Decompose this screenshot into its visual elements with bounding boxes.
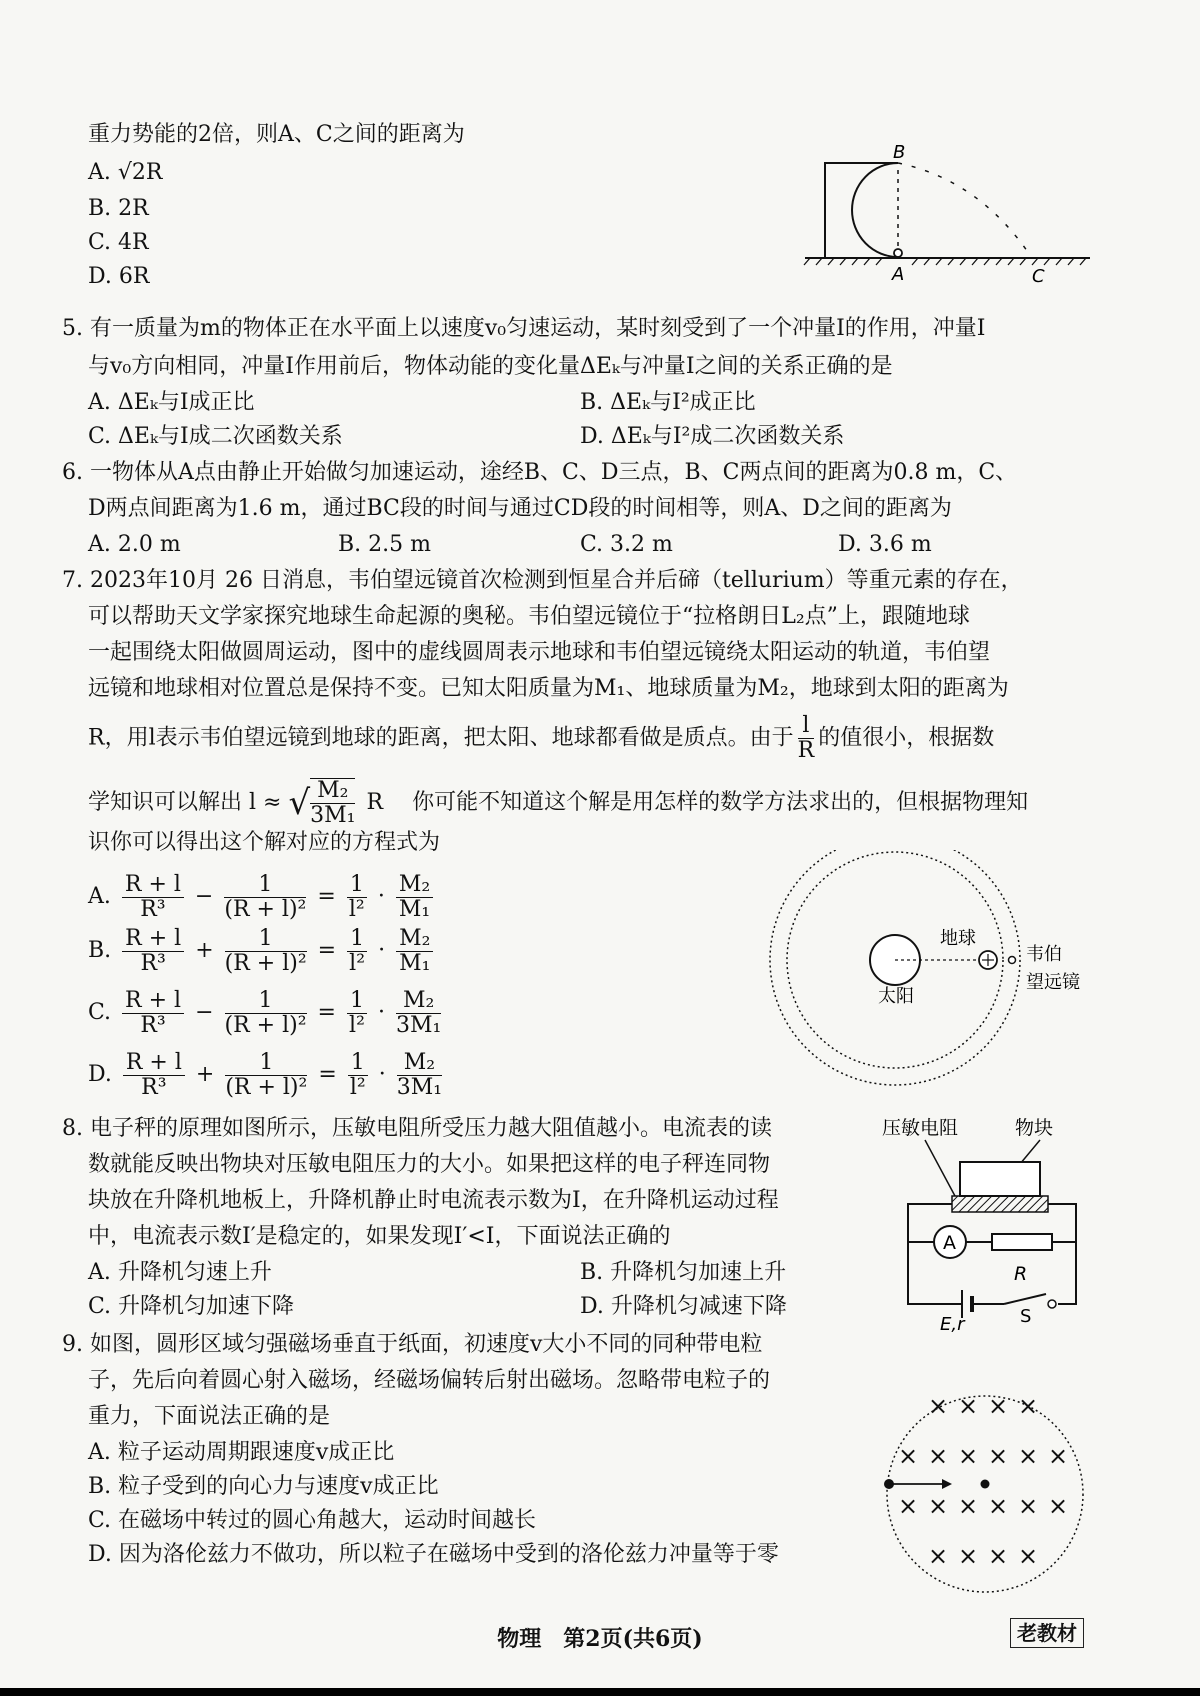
q8-label-resistor: 压敏电阻 (882, 1117, 959, 1139)
q5-option-a: A. ΔEₖ与I成正比 (88, 390, 255, 415)
q7-option-b (88, 926, 437, 976)
frac-numerator: M₂ (396, 873, 433, 898)
q7-line-6-part1: 学知识可以解出 l ≈ (88, 790, 282, 815)
frac-denominator: 3M₁ (310, 803, 356, 828)
svg-text:×: × (1018, 1492, 1039, 1520)
svg-text:×: × (898, 1442, 919, 1470)
q9-option-d: D. 因为洛伦兹力不做功，所以粒子在磁场中受到的洛伦兹力冲量等于零 (88, 1542, 779, 1567)
q7-label-webb-1: 韦伯 (1026, 944, 1062, 965)
frac-denominator: 3M₁ (396, 1074, 443, 1100)
q7-line-7: 识你可以得出这个解对应的方程式为 (88, 830, 441, 855)
svg-text:×: × (958, 1442, 979, 1470)
q6-option-a: A. 2.0 m (88, 532, 181, 557)
svg-text:×: × (928, 1492, 949, 1520)
q9-line-2: 子，先后向着圆心射入磁场，经磁场偏转后射出磁场。忽略带电粒子的 (88, 1368, 771, 1393)
q4-stem: 重力势能的2倍，则A、C之间的距离为 (88, 122, 465, 147)
svg-text:×: × (958, 1392, 979, 1420)
page-footer: 物理 第2页(共6页) (497, 1626, 703, 1652)
svg-text:×: × (1018, 1442, 1039, 1470)
q7-line-6 (88, 778, 1028, 828)
q4-label-a: A (892, 264, 905, 285)
eq-frac-1 (122, 927, 184, 976)
frac-denominator: 3M₁ (395, 1012, 442, 1038)
q4-option-b: B. 2R (88, 196, 149, 221)
frac-denominator: (R + l)² (225, 1074, 308, 1100)
frac-denominator: R³ (140, 896, 166, 922)
edition-badge: 老教材 (1010, 1618, 1084, 1648)
eq-frac-3 (348, 1051, 368, 1100)
frac-denominator: (R + l)² (224, 950, 307, 976)
q7-sqrt-tail: R (366, 790, 384, 815)
frac-denominator: l² (349, 1012, 365, 1038)
scan-edge (0, 1688, 1200, 1696)
q4-track-figure (800, 140, 1100, 290)
q4-label-b: B (893, 142, 906, 163)
q8-option-d: D. 升降机匀减速下降 (580, 1294, 787, 1319)
q8-label-r: R (1014, 1263, 1028, 1285)
q5-option-b: B. ΔEₖ与I²成正比 (580, 390, 756, 415)
frac-denominator: R³ (141, 1074, 167, 1100)
frac-numerator: l (798, 714, 815, 739)
q5-option-d: D. ΔEₖ与I²成二次函数关系 (580, 424, 845, 449)
frac-denominator: l² (348, 896, 365, 922)
q8-line-2: 数就能反映出物块对压敏电阻压力的大小。如果把这样的电子秤连同物 (88, 1152, 771, 1177)
frac-denominator: R³ (140, 1012, 166, 1038)
dot-operator: · (378, 938, 386, 963)
q9-option-b: B. 粒子受到的向心力与速度v成正比 (88, 1474, 439, 1499)
svg-text:×: × (928, 1542, 949, 1570)
q9-line-3: 重力，下面说法正确的是 (88, 1404, 331, 1429)
q7-option-c (88, 988, 445, 1038)
svg-text:×: × (958, 1492, 979, 1520)
q5-line-1: 5. 有一质量为m的物体正在水平面上以速度v₀匀速运动，某时刻受到了一个冲量I的作用，冲量I (62, 316, 986, 341)
q4-option-d: D. 6R (88, 264, 150, 289)
q8-ammeter-label: A (943, 1232, 956, 1254)
q7-label-earth: 地球 (940, 928, 976, 949)
frac-numerator: M₂ (396, 927, 433, 952)
frac-denominator: l² (349, 1074, 366, 1100)
frac-numerator: M₂ (397, 1051, 442, 1076)
equals-sign: = (318, 1062, 337, 1087)
frac-numerator: R + l (123, 1051, 185, 1076)
q5-line-2: 与v₀方向相同，冲量I作用前后，物体动能的变化量ΔEₖ与冲量I之间的关系正确的是 (88, 354, 893, 379)
q7-line-1: 7. 2023年10月 26 日消息，韦伯望远镜首次检测到恒星合并后碲（tellurium）等重元素的存在， (62, 568, 1023, 593)
q7-fraction-l-over-r (798, 714, 815, 763)
eq-frac-1 (123, 1051, 185, 1100)
option-label: B. (88, 938, 112, 963)
q7-line-6-part2: 你可能不知道这个解是用怎样的数学方法求出的，但根据物理知 (412, 790, 1029, 815)
frac-numerator: 1 (347, 873, 367, 898)
option-label: A. (88, 884, 111, 909)
eq-operator: − (195, 1000, 214, 1025)
q7-option-a (88, 872, 437, 922)
q8-circuit-figure (880, 1112, 1100, 1332)
svg-text:×: × (898, 1492, 919, 1520)
q9-line-1: 9. 如图，圆形区域匀强磁场垂直于纸面，初速度v大小不同的同种带电粒 (62, 1332, 763, 1357)
frac-numerator: R + l (122, 989, 184, 1014)
q8-label-switch: S (1020, 1306, 1032, 1327)
q9-option-a: A. 粒子运动周期跟速度v成正比 (88, 1440, 395, 1465)
eq-frac-4 (396, 989, 441, 1038)
svg-text:×: × (958, 1542, 979, 1570)
q8-option-c: C. 升降机匀加速下降 (88, 1294, 295, 1319)
q4-option-c: C. 4R (88, 230, 149, 255)
q7-line-5-part2: 的值很小，根据数 (818, 725, 995, 751)
frac-numerator: R + l (122, 927, 184, 952)
q7-line-5-part1: R，用l表示韦伯望远镜到地球的距离，把太阳、地球都看做是质点。由于 (88, 725, 794, 751)
dot-operator: · (378, 1062, 386, 1087)
q8-line-4: 中，电流表示数I′是稳定的，如果发现I′<I，下面说法正确的 (88, 1224, 671, 1249)
q7-sqrt-fraction (310, 778, 355, 828)
q8-line-1: 8. 电子秤的原理如图所示，压敏电阻所受压力越大阻值越小。电流表的读 (62, 1116, 772, 1141)
q7-line-2: 可以帮助天文学家探究地球生命起源的奥秘。韦伯望远镜位于“拉格朗日L₂点”上，跟随地球 (88, 604, 970, 629)
frac-denominator: R (797, 738, 815, 763)
eq-frac-4 (396, 927, 433, 976)
frac-denominator: M₁ (398, 896, 431, 922)
frac-numerator: M₂ (310, 779, 355, 804)
eq-frac-3 (347, 873, 367, 922)
svg-text:×: × (1048, 1492, 1069, 1520)
q8-option-b: B. 升降机匀加速上升 (580, 1260, 787, 1285)
option-label: D. (88, 1062, 112, 1087)
frac-numerator: M₂ (396, 989, 441, 1014)
frac-numerator: 1 (225, 927, 307, 952)
equals-sign: = (317, 884, 336, 909)
q8-option-a: A. 升降机匀速上升 (88, 1260, 272, 1285)
q7-line-4: 远镜和地球相对位置总是保持不变。已知太阳质量为M₁、地球质量为M₂，地球到太阳的距离为 (88, 676, 1009, 701)
frac-numerator: 1 (348, 1051, 368, 1076)
q7-line-3: 一起围绕太阳做圆周运动，图中的虚线圆周表示地球和韦伯望远镜绕太阳运动的轨道，韦伯望 (88, 640, 991, 665)
q6-option-c: C. 3.2 m (580, 532, 673, 557)
svg-text:×: × (928, 1442, 949, 1470)
q5-option-c: C. ΔEₖ与I成二次函数关系 (88, 424, 343, 449)
frac-denominator: l² (349, 950, 366, 976)
eq-frac-2 (224, 873, 306, 922)
q8-line-3: 块放在升降机地板上，升降机静止时电流表示数为I，在升降机运动过程 (88, 1188, 779, 1213)
eq-frac-3 (347, 989, 367, 1038)
eq-frac-2 (225, 1051, 307, 1100)
frac-denominator: M₁ (399, 950, 431, 976)
sqrt-icon: √ (288, 783, 311, 823)
q6-option-b: B. 2.5 m (338, 532, 431, 557)
svg-text:×: × (988, 1542, 1009, 1570)
q7-label-webb-2: 望远镜 (1026, 972, 1080, 993)
q8-label-block: 物块 (1015, 1117, 1054, 1139)
q7-orbit-figure (760, 850, 1090, 1090)
q7-label-sun: 太阳 (878, 986, 914, 1007)
frac-numerator: 1 (347, 927, 367, 952)
q6-option-d: D. 3.6 m (838, 532, 932, 557)
eq-frac-1 (122, 989, 184, 1038)
q9-option-c: C. 在磁场中转过的圆心角越大，运动时间越长 (88, 1508, 537, 1533)
eq-operator: + (195, 1062, 215, 1087)
q6-line-1: 6. 一物体从A点由静止开始做匀加速运动，途经B、C、D三点，B、C两点间的距离为0.8 m，C、 (62, 460, 1018, 485)
svg-text:×: × (928, 1392, 949, 1420)
q7-option-d (88, 1050, 446, 1100)
eq-frac-3 (347, 927, 367, 976)
svg-text:×: × (1018, 1392, 1039, 1420)
frac-denominator: (R + l)² (224, 896, 307, 922)
option-label: C. (88, 1000, 112, 1025)
q6-line-2: D两点间距离为1.6 m，通过BC段的时间与通过CD段的时间相等，则A、D之间的距离为 (88, 496, 952, 521)
svg-text:×: × (988, 1392, 1009, 1420)
eq-frac-2 (225, 927, 307, 976)
q7-line-5 (88, 714, 994, 763)
frac-numerator: 1 (224, 873, 306, 898)
frac-numerator: 1 (347, 989, 367, 1014)
frac-numerator: 1 (225, 1051, 307, 1076)
svg-text:×: × (1048, 1442, 1069, 1470)
dot-operator: · (377, 884, 385, 909)
eq-operator: + (195, 938, 214, 963)
eq-operator: − (194, 884, 214, 909)
svg-text:×: × (988, 1492, 1009, 1520)
frac-numerator: R + l (122, 873, 184, 898)
frac-denominator: R³ (140, 950, 166, 976)
q8-label-battery: E,r (940, 1314, 965, 1332)
svg-text:×: × (1018, 1542, 1039, 1570)
frac-denominator: (R + l)² (224, 1012, 307, 1038)
equals-sign: = (317, 1000, 336, 1025)
q4-option-a: A. √2R (88, 160, 163, 185)
dot-operator: · (377, 1000, 385, 1025)
q4-label-c: C (1032, 266, 1045, 287)
eq-frac-4 (397, 1051, 442, 1100)
frac-numerator: 1 (225, 989, 307, 1014)
equals-sign: = (317, 938, 337, 963)
eq-frac-2 (225, 989, 307, 1038)
svg-text:×: × (988, 1442, 1009, 1470)
eq-frac-1 (122, 873, 184, 922)
eq-frac-4 (396, 873, 433, 922)
q9-magnetic-field-figure (880, 1380, 1100, 1600)
